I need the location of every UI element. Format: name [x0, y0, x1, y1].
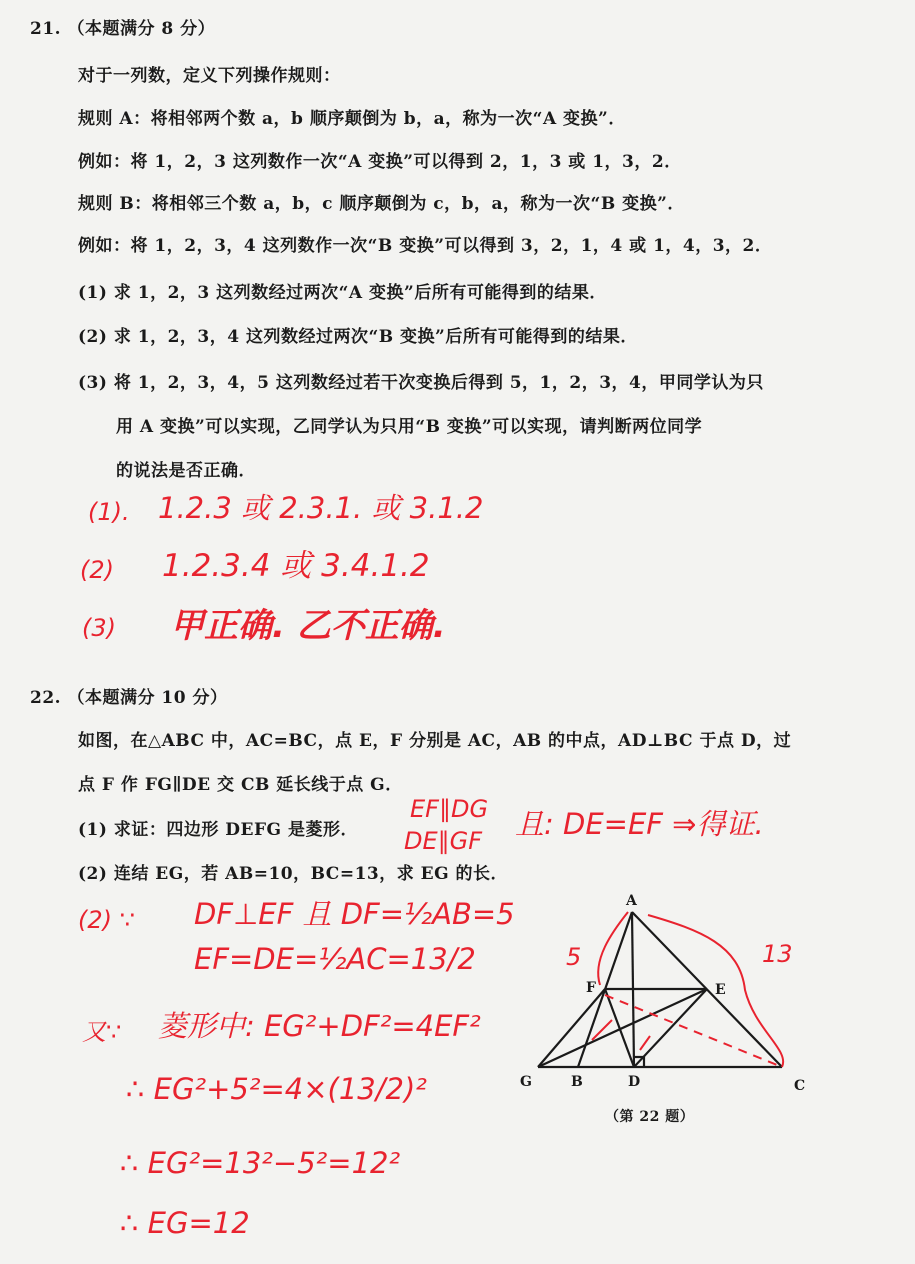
figure-label-g: G [520, 1074, 533, 1090]
q21-rule-a: 规则 A：将相邻两个数 a，b 顺序颠倒为 b，a，称为一次“A 变换”． [78, 109, 626, 129]
q21-answer3-label: (3) [82, 614, 116, 642]
q21-example-a: 例如：将 1，2，3 这列数作一次“A 变换”可以得到 2，1，3 或 1，3，2． [78, 152, 682, 172]
q22-p2-line6: ∴ EG=12 [120, 1206, 250, 1240]
q21-part3-line2: 用 A 变换”可以实现，乙同学认为只用“B 变换”可以实现，请判断两位同学 [116, 417, 703, 437]
q21-part2: (2) 求 1，2，3，4 这列数经过两次“B 变换”后所有可能得到的结果． [78, 327, 638, 347]
segment-de [634, 989, 707, 1067]
figure-label-e: E [715, 982, 727, 998]
q21-part1: (1) 求 1，2，3 这列数经过两次“A 变换”后所有可能得到的结果． [78, 283, 607, 303]
q22-p2-line2: EF=DE=½AC=13/2 [194, 942, 476, 976]
figure-label-f: F [586, 980, 597, 996]
q22-p2-line1: DF⊥EF 且 DF=½AB=5 [194, 897, 515, 931]
q21-header: 21. （本题满分 8 分） [30, 19, 216, 39]
q21-answer1: 1.2.3 或 2.3.1. 或 3.1.2 [158, 491, 484, 525]
figure-label-a: A [626, 893, 638, 909]
figure-label-d: D [628, 1074, 641, 1090]
q21-part3-line1: (3) 将 1，2，3，4，5 这列数经过若干次变换后得到 5，1，2，3，4，甲同学认为只 [78, 373, 764, 393]
q22-part1: (1) 求证：四边形 DEFG 是菱形． [78, 820, 358, 840]
q21-answer2-label: (2) [80, 556, 114, 584]
segment-fd [605, 989, 634, 1067]
q21-answer1-label: (1). [88, 498, 130, 526]
figure-label-b: B [571, 1074, 584, 1090]
q21-part3-line3: 的说法是否正确． [116, 461, 256, 481]
figure-label-c: C [794, 1078, 806, 1094]
q22-header: 22. （本题满分 10 分） [30, 688, 228, 708]
q22-part2: (2) 连结 EG，若 AB=10，BC=13，求 EG 的长． [78, 864, 509, 884]
figure-note-5: 5 [566, 943, 582, 971]
q21-answer2: 1.2.3.4 或 3.4.1.2 [162, 548, 430, 584]
figure-caption: （第 22 题） [605, 1109, 695, 1125]
q21-intro: 对于一列数，定义下列操作规则： [78, 66, 341, 86]
segment-eg [538, 989, 707, 1067]
q21-rule-b: 规则 B：将相邻三个数 a，b，c 顺序颠倒为 c，b，a，称为一次“B 变换”． [78, 194, 685, 214]
q22-p1-line2: DE∥GF [404, 827, 483, 855]
q22-p2-line4: ∴ EG²+5²=4×(13/2)² [126, 1072, 427, 1106]
q22-p1-line1: EF∥DG [410, 795, 489, 823]
q22-p1-rest: 且: DE=EF ⇒得证. [515, 807, 764, 841]
q22-p2-line3-prefix: 又∵ [82, 1018, 122, 1046]
q22-stem-line2: 点 F 作 FG∥DE 交 CB 延长线于点 G． [78, 775, 403, 795]
q22-p2-line3: 菱形中: EG²+DF²=4EF² [158, 1009, 481, 1043]
q21-example-b: 例如：将 1，2，3，4 这列数作一次“B 变换”可以得到 3，2，1，4 或 1，4，3，2． [78, 236, 773, 256]
segment-fg [538, 989, 605, 1067]
q21-answer3: 甲正确. 乙不正确. [170, 606, 446, 646]
figure-note-13: 13 [762, 940, 793, 968]
q22-p2-line5: ∴ EG²=13²−5²=12² [120, 1146, 401, 1180]
q22-stem-line1: 如图，在△ABC 中，AC=BC，点 E，F 分别是 AC，AB 的中点，AD⊥BC 于点 D，过 [78, 731, 792, 751]
brace-ab [598, 912, 628, 985]
q22-p2-label: (2) ∵ [78, 906, 135, 934]
dashed-eg [605, 995, 782, 1067]
